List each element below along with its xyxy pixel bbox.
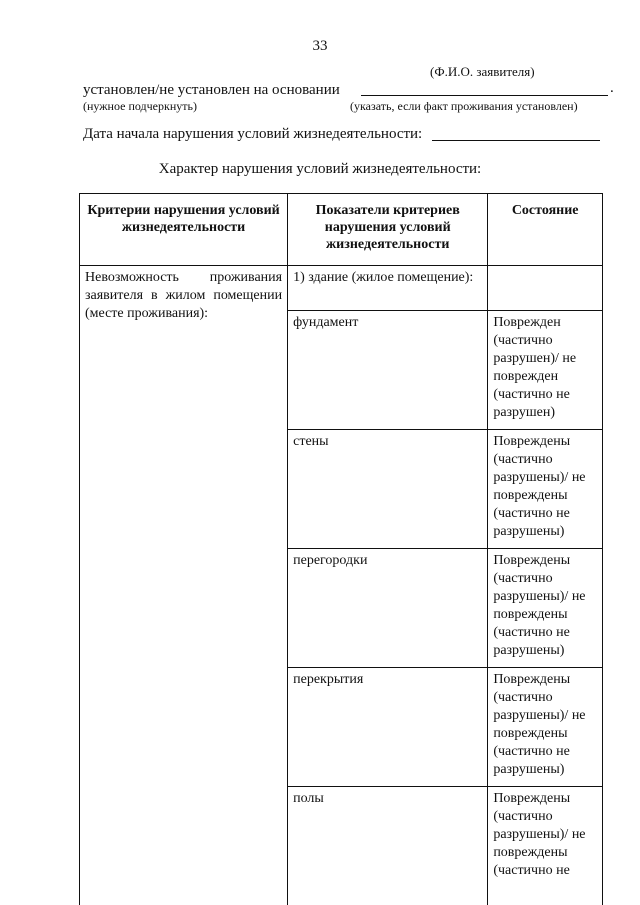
group-state-cell <box>488 266 603 311</box>
basis-line-period: . <box>610 80 614 96</box>
section-subtitle: Характер нарушения условий жизнедеятельности: <box>158 161 482 177</box>
header-state: Состояние <box>488 194 603 266</box>
indicator-cell: стены <box>288 430 488 549</box>
residence-note: (указать, если факт проживания установлен) <box>350 99 578 113</box>
criterion-cell: Невозможность проживания заявителя в жилом помещении (месте проживания): <box>80 266 288 905</box>
violation-date-blank[interactable] <box>432 140 600 141</box>
header-criteria: Критерии нарушения условий жизнедеятельности <box>80 194 288 266</box>
violation-table <box>79 193 603 905</box>
violation-date-label: Дата начала нарушения условий жизнедеятельности: <box>83 126 423 142</box>
header-indicators: Показатели критериев нарушения условий жизнедеятельности <box>288 194 488 266</box>
table-header-row <box>80 194 603 266</box>
page-number: 33 <box>312 38 328 54</box>
state-cell: Поврежден (частично разрушен)/ не поврежден (частично не разрушен) <box>488 311 603 430</box>
state-cell: Повреждены (частично разрушены)/ не повреждены (частично не <box>488 787 603 905</box>
fio-caption: (Ф.И.О. заявителя) <box>430 64 535 79</box>
state-cell: Повреждены (частично разрушены)/ не повреждены (частично не разрушены) <box>488 549 603 668</box>
group-label-cell: 1) здание (жилое помещение): <box>288 266 488 311</box>
basis-line-label: установлен/не установлен на основании <box>83 82 340 98</box>
indicator-cell: полы <box>288 787 488 905</box>
state-cell: Повреждены (частично разрушены)/ не повреждены (частично не разрушены) <box>488 668 603 787</box>
indicator-cell: перекрытия <box>288 668 488 787</box>
table-row <box>80 266 603 311</box>
indicator-cell: фундамент <box>288 311 488 430</box>
underline-note: (нужное подчеркнуть) <box>83 99 197 113</box>
state-cell: Повреждены (частично разрушены)/ не повреждены (частично не разрушены) <box>488 430 603 549</box>
indicator-cell: перегородки <box>288 549 488 668</box>
basis-blank-line[interactable] <box>361 95 608 96</box>
